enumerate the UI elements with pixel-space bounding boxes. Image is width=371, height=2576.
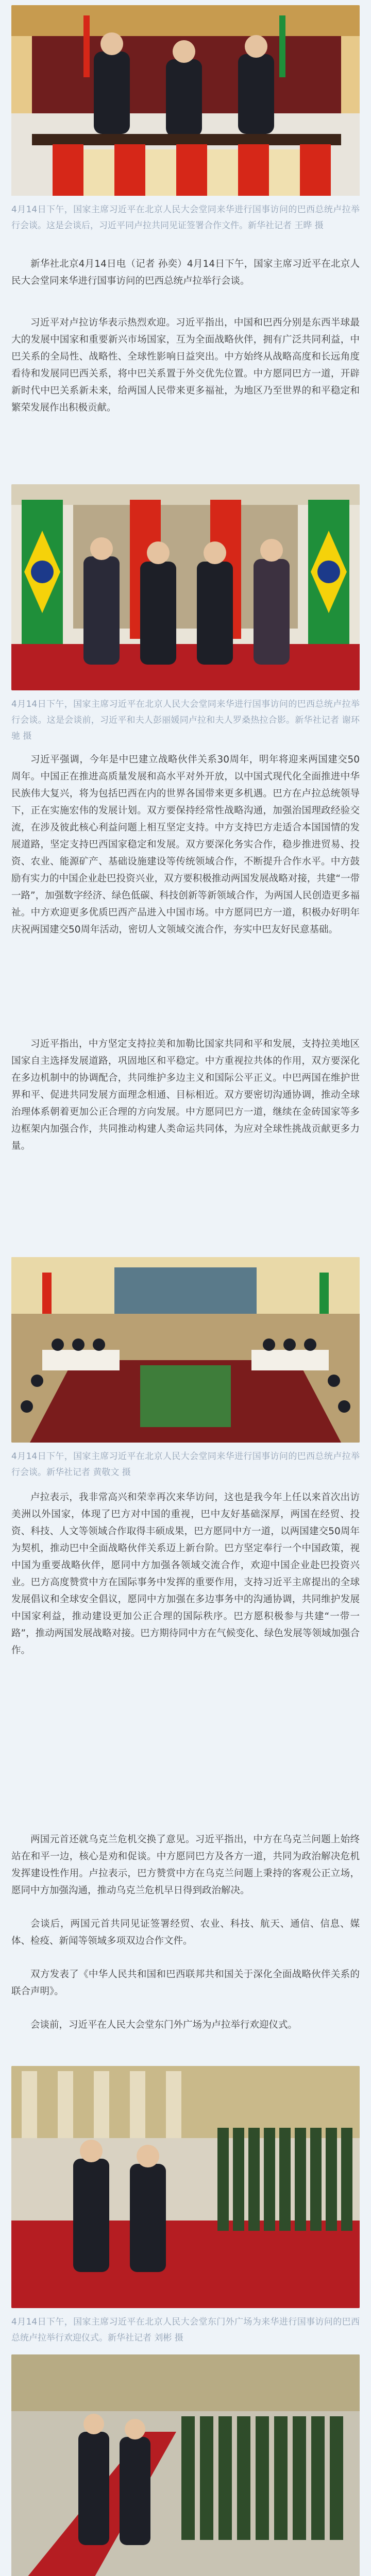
article-paragraph: 会谈前，习近平在人民大会堂东门外广场为卢拉举行欢迎仪式。 [30,2020,298,2030]
article-paragraph: 习近平对卢拉访华表示热烈欢迎。习近平指出，中国和巴西分别是东西半球最大的发展中国家和重要新兴市场国家，互为全面战略伙伴，拥有广泛共同利益，中巴关系的全局性、战略性、全球性影响日益突出。中方始终从战略高度和长远角度看待和发展同巴西关系，将中巴关系置于外交优先位置。中方愿同巴方一道，开辟新时代中巴关系新未来，给两国人民带来更多福祉，为地区乃至世界的和平稳定和繁荣发展作出积极贡献。 [11,317,360,413]
article-paragraph: 习近平指出，中方坚定支持拉美和加勒比国家共同和平和发展，支持拉美地区国家自主选择发展道路，巩固地区和平稳定。中方重视拉共体的作用，双方要深化在多边机制中的协调配合，共同维护多边主义和国际公平正义。中巴两国在维护世界和平、促进共同发展方面理念相通、目标相近。双方要密切沟通协调，推动全球治理体系朝着更加公正合理的方向发展。中方愿同巴方一道，继续在金砖国家等多边框架内加强合作，共同推动构建人类命运共同体，为应对全球性挑战贡献更多力量。 [11,1039,360,1151]
photo-welcome-ceremony [11,2066,360,2308]
photo-talks-hall [11,1257,360,1443]
photo-caption: 4月14日下午，国家主席习近平在北京人民大会堂同来华进行国事访问的巴西总统卢拉举行会谈。这是会谈后，习近平同卢拉共同见证签署合作文件。新华社记者 王晔 摄 [11,205,360,231]
article-paragraph: 新华社北京4月14日电（记者 孙奕）4月14日下午，国家主席习近平在北京人民大会堂同来华进行国事访问的巴西总统卢拉举行会谈。 [11,259,360,286]
article-paragraph: 两国元首还就乌克兰危机交换了意见。习近平指出，中方在乌克兰问题上始终站在和平一边，核心是劝和促谈。中方愿同巴方及各方一道，共同为政治解决危机发挥建设性作用。卢拉表示，巴方赞赏中方在乌克兰问题上秉持的客观公正立场，愿同中方加强沟通，推动乌克兰危机早日得到政治解决。 [11,1834,360,1896]
article-paragraph: 会谈后，两国元首共同见证签署经贸、农业、科技、航天、通信、信息、媒体、检疫、新闻等领域多项双边合作文件。 [11,1919,360,1946]
photo-honor-guard-review [11,2354,360,2576]
photo-caption: 4月14日下午，国家主席习近平在北京人民大会堂东门外广场为来华进行国事访问的巴西总统卢拉举行欢迎仪式。新华社记者 刘彬 摄 [11,2317,360,2343]
photo-group-portrait [11,484,360,690]
photo-signing-ceremony [11,5,360,196]
photo-caption: 4月14日下午，国家主席习近平在北京人民大会堂同来华进行国事访问的巴西总统卢拉举行会谈。新华社记者 黄敬文 摄 [11,1451,360,1478]
article-paragraph: 习近平强调，今年是中巴建立战略伙伴关系30周年，明年将迎来两国建交50周年。中国正在推进高质量发展和高水平对外开放，以中国式现代化全面推进中华民族伟大复兴，将为包括巴西在内的世界各国带来更多机遇。巴方在卢拉总统领导下，正在实施宏伟的发展计划。双方要保持经常性战略沟通，加强治国理政经验交流，在涉及彼此核心利益问题上相互坚定支持。中方支持巴方走适合本国国情的发展道路，坚定支持巴西国家稳定和发展。双方要深化务实合作，稳步推进贸易、投资、农业、能源矿产、基础设施建设等传统领域合作，不断提升合作水平。中方鼓励有实力的中国企业赴巴投资兴业，双方要积极推动两国发展战略对接，共建“一带一路”，加强数字经济、绿色低碳、科技创新等新领域合作，为两国人民创造更多福祉。中方欢迎更多优质巴西产品进入中国市场。中方愿同巴方一道，积极办好明年庆祝两国建交50周年活动，密切人文领域交流合作，夯实中巴友好民意基础。 [11,754,360,935]
article-paragraph: 双方发表了《中华人民共和国和巴西联邦共和国关于深化全面战略伙伴关系的联合声明》。 [11,1969,360,1997]
article-paragraph: 卢拉表示，我非常高兴和荣幸再次来华访问，这也是我今年上任以来首次出访美洲以外国家，体现了巴方对中国的重视，巴中友好基础深厚，两国在经贸、投资、科技、人文等领域合作取得丰硕成果，巴方愿同中方一道，以两国建交50周年为契机，推动巴中全面战略伙伴关系迈上新台阶。巴方坚定奉行一个中国政策，视中国为重要战略伙伴，愿同中方加强各领域交流合作，欢迎中国企业赴巴投资兴业。巴方高度赞赏中方在国际事务中发挥的重要作用，支持习近平主席提出的全球发展倡议和全球安全倡议，愿同中方加强在多边事务中的沟通协调，共同维护发展中国家利益，推动建设更加公正合理的国际秩序。巴方愿积极参与共建“一带一路”，推动两国发展战略对接。巴方期待同中方在气候变化、绿色发展等领域加强合作。 [11,1492,360,1656]
photo-caption: 4月14日下午，国家主席习近平在北京人民大会堂同来华进行国事访问的巴西总统卢拉举行会谈。这是会谈前，习近平和夫人彭丽媛同卢拉和夫人罗桑热拉合影。新华社记者 谢环驰 摄 [11,699,360,741]
